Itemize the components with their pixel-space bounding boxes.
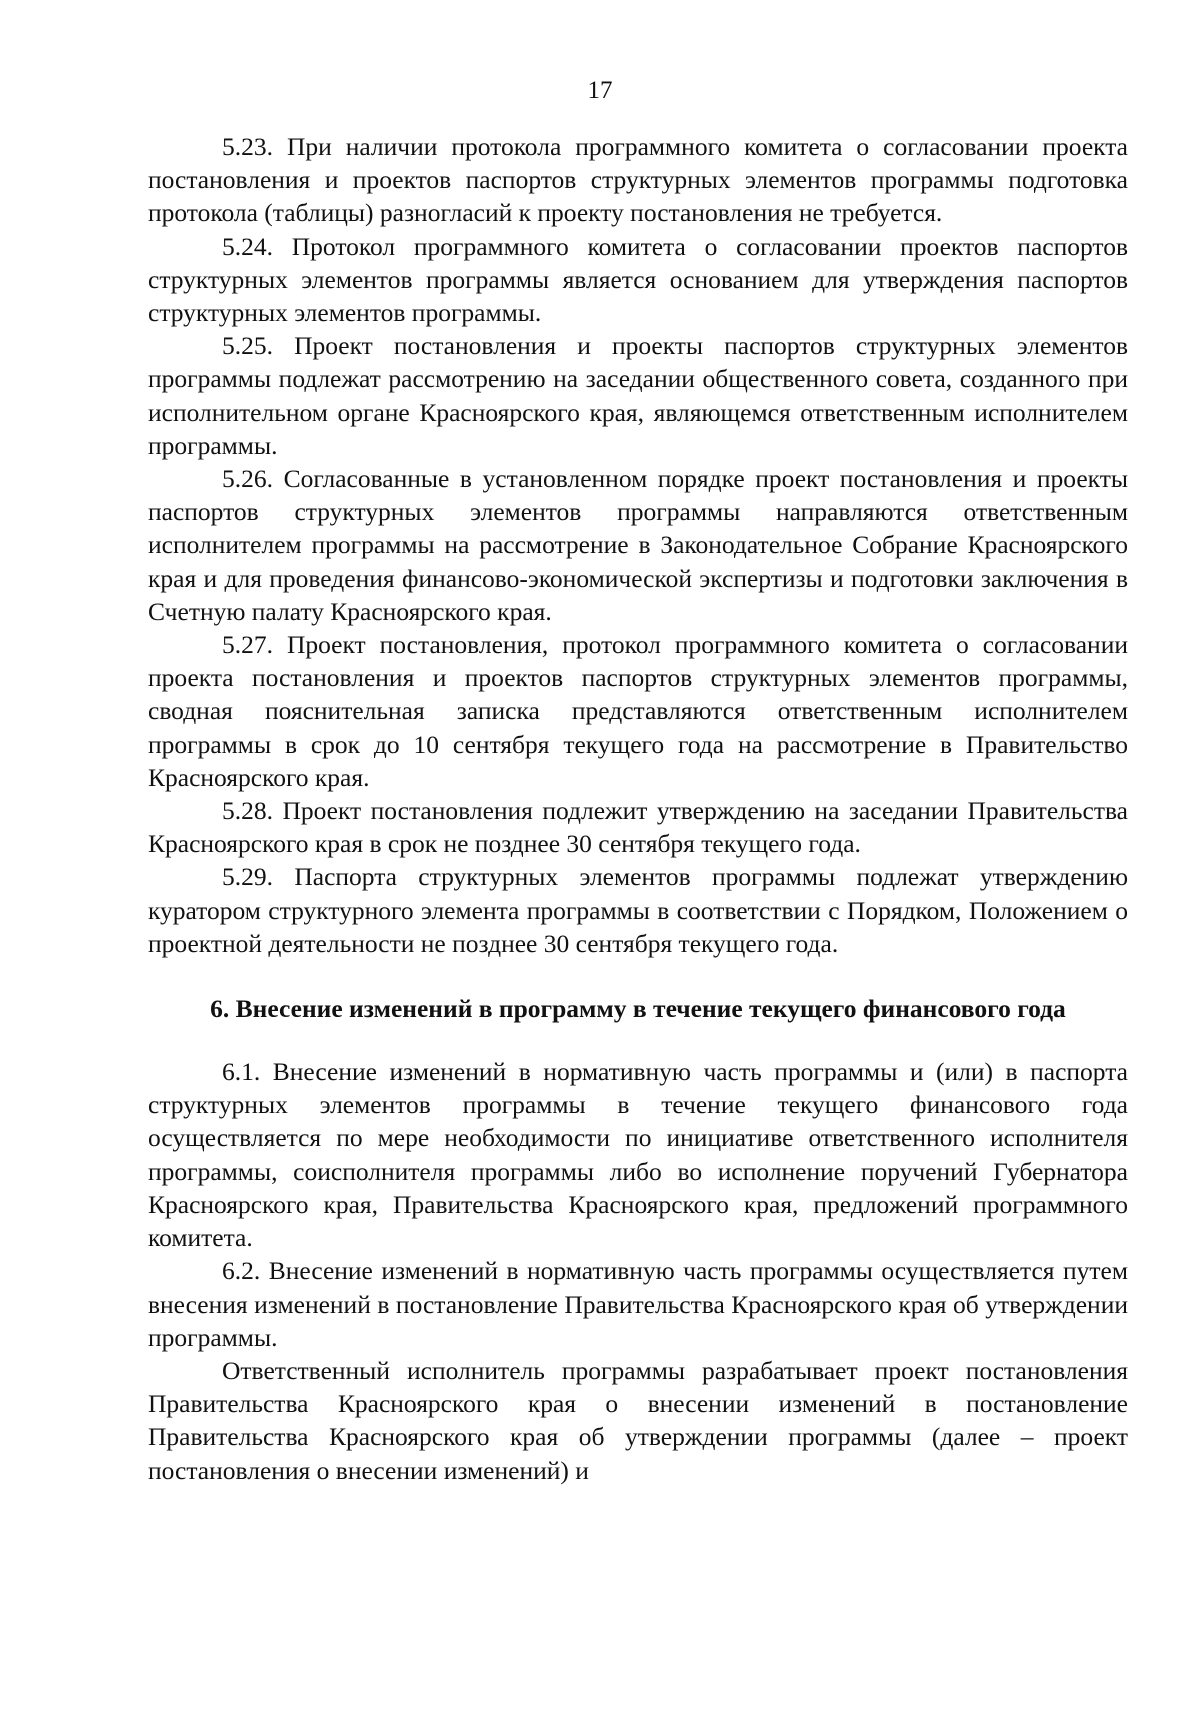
paragraph-5-27: 5.27. Проект постановления, протокол программного комитета о согласовании проекта постановления и проектов паспортов структурных элементов программы, сводная пояснительная записка представляются ответственным исполнителем программы в срок до 10 сентября текущего года на рассмотрение в Правительство Красноярского края. <box>148 630 1128 792</box>
paragraph-5-23: 5.23. При наличии протокола программного комитета о согласовании проекта постановления и проектов паспортов структурных элементов программы подготовка протокола (таблицы) разногласий к проекту постановления не требуется. <box>148 132 1128 228</box>
paragraph-6-1: 6.1. Внесение изменений в нормативную часть программы и (или) в паспорта структурных элементов программы в течение текущего финансового года осуществляется по мере необходимости по инициативе ответственного исполнителя программы, соисполнителя программы либо во исполнение поручений Губернатора Красноярского края, Правительства Красноярского края, предложений программного комитета. <box>148 1057 1128 1253</box>
paragraph-5-26: 5.26. Согласованные в установленном порядке проект постановления и проекты паспортов структурных элементов программы направляются ответственным исполнителем программы на рассмотрение в Законодательное Собрание Красноярского края и для проведения финансово-экономической экспертизы и подготовки заключения в Счетную палату Красноярского края. <box>148 464 1128 626</box>
paragraph-6-2: 6.2. Внесение изменений в нормативную часть программы осуществляется путем внесения изменений в постановление Правительства Красноярского края об утверждении программы. <box>148 1256 1128 1352</box>
paragraph-5-28: 5.28. Проект постановления подлежит утверждению на заседании Правительства Красноярского края в срок не позднее 30 сентября текущего года. <box>148 796 1128 859</box>
document-body <box>148 130 1128 1487</box>
page-number: 17 <box>587 77 613 104</box>
section-heading: 6. Внесение изменений в программу в течение текущего финансового года <box>210 994 1066 1024</box>
paragraph-responsible-executor: Ответственный исполнитель программы разрабатывает проект постановления Правительства Красноярского края о внесении изменений в постановление Правительства Красноярского края об утверждении программы (далее – проект постановления о внесении изменений) и <box>148 1355 1128 1485</box>
paragraph-5-25: 5.25. Проект постановления и проекты паспортов структурных элементов программы подлежат рассмотрению на заседании общественного совета, созданного при исполнительном органе Красноярского края, являющемся ответственным исполнителем программы. <box>148 331 1128 460</box>
paragraph-5-29: 5.29. Паспорта структурных элементов программы подлежат утверждению куратором структурного элемента программы в соответствии с Порядком, Положением о проектной деятельности не позднее 30 сентября текущего года. <box>148 862 1128 958</box>
paragraph-5-24: 5.24. Протокол программного комитета о согласовании проектов паспортов структурных элементов программы является основанием для утверждения паспортов структурных элементов программы. <box>148 231 1128 328</box>
